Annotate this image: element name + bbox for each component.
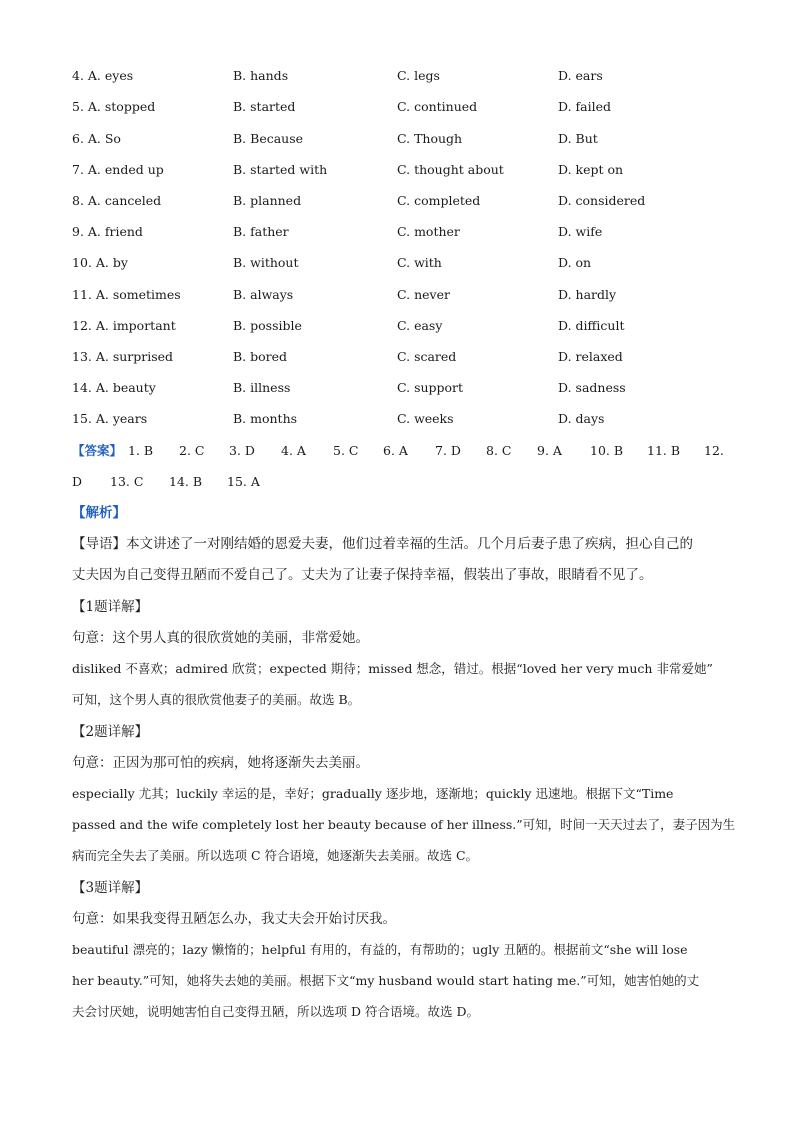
option-c: C. continued bbox=[397, 99, 478, 114]
option-a: 9. A. friend bbox=[72, 224, 143, 239]
answer-item: 11. B bbox=[647, 443, 681, 458]
option-b: B. without bbox=[233, 255, 299, 270]
option-b: B. illness bbox=[233, 380, 291, 395]
answer-item: 2. C bbox=[179, 443, 205, 458]
analysis-label: 【解析】 bbox=[72, 505, 126, 521]
sentence-meaning: 句意：正因为那可怕的疾病，她将逐渐失去美丽。 bbox=[72, 755, 369, 771]
answer-item: 13. C bbox=[110, 474, 144, 489]
option-c: C. scared bbox=[397, 349, 457, 364]
option-c: C. support bbox=[397, 380, 464, 395]
option-c: C. weeks bbox=[397, 411, 454, 426]
option-d: D. difficult bbox=[558, 318, 625, 333]
option-c: C. legs bbox=[397, 68, 440, 83]
option-d: D. kept on bbox=[558, 162, 624, 177]
explanation-line: especially 尤其；luckily 幸运的是，幸好；gradually 逐步地，逐渐地；quickly 迅速地。根据下文“Time bbox=[72, 786, 674, 801]
option-b: B. planned bbox=[233, 193, 302, 208]
answer-item: 1. B bbox=[128, 443, 154, 458]
option-d: D. sadness bbox=[558, 380, 626, 395]
answer-item: D bbox=[72, 474, 83, 489]
option-a: 15. A. years bbox=[72, 411, 148, 426]
option-b: B. father bbox=[233, 224, 289, 239]
section-heading: 【1题详解】 bbox=[72, 599, 149, 615]
option-d: D. days bbox=[558, 411, 605, 426]
option-row-q11 bbox=[0, 285, 794, 305]
intro-line: 【导语】本文讲述了一对刚结婚的恩爱夫妻，他们过着幸福的生活。几个月后妻子患了疾病，担心自己的 bbox=[72, 536, 693, 552]
sentence-meaning: 句意：如果我变得丑陋怎么办，我丈夫会开始讨厌我。 bbox=[72, 911, 396, 927]
option-row-q7 bbox=[0, 160, 794, 180]
option-d: D. ears bbox=[558, 68, 603, 83]
option-c: C. with bbox=[397, 255, 442, 270]
answer-item: 8. C bbox=[486, 443, 512, 458]
option-b: B. bored bbox=[233, 349, 288, 364]
option-row-q9 bbox=[0, 222, 794, 242]
option-c: C. Though bbox=[397, 131, 463, 146]
option-a: 12. A. important bbox=[72, 318, 176, 333]
answer-key-line-1 bbox=[72, 441, 724, 461]
option-row-q13 bbox=[0, 347, 794, 367]
option-row-q5 bbox=[0, 97, 794, 117]
option-row-q14 bbox=[0, 378, 794, 398]
option-a: 5. A. stopped bbox=[72, 99, 156, 114]
option-b: B. hands bbox=[233, 68, 289, 83]
answer-item: 3. D bbox=[229, 443, 255, 458]
answer-item: 5. C bbox=[333, 443, 359, 458]
option-row-q6 bbox=[0, 129, 794, 149]
option-a: 14. A. beauty bbox=[72, 380, 156, 395]
explanation-line: disliked 不喜欢；admired 欣赏；expected 期待；missed 想念，错过。根据“loved her very much 非常爱她” bbox=[72, 661, 713, 676]
answer-label: 【答案】 bbox=[72, 443, 123, 458]
option-a: 8. A. canceled bbox=[72, 193, 162, 208]
section-heading: 【2题详解】 bbox=[72, 724, 149, 740]
option-b: B. Because bbox=[233, 131, 304, 146]
option-b: B. months bbox=[233, 411, 298, 426]
option-row-q10 bbox=[0, 253, 794, 273]
option-d: D. considered bbox=[558, 193, 646, 208]
sentence-meaning: 句意：这个男人真的很欣赏她的美丽，非常爱她。 bbox=[72, 630, 369, 646]
option-d: D. hardly bbox=[558, 287, 617, 302]
option-d: D. But bbox=[558, 131, 598, 146]
answer-key-line-2 bbox=[72, 472, 724, 492]
explanation-line: 病而完全失去了美丽。所以选项 C 符合语境，她逐渐失去美丽。故选 C。 bbox=[72, 848, 479, 863]
option-b: B. always bbox=[233, 287, 294, 302]
option-row-q15 bbox=[0, 409, 794, 429]
option-a: 7. A. ended up bbox=[72, 162, 164, 177]
option-a: 11. A. sometimes bbox=[72, 287, 181, 302]
explanation-line: beautiful 漂亮的；lazy 懒惰的；helpful 有用的，有益的，有帮助的；ugly 丑陋的。根据前文“she will lose bbox=[72, 942, 688, 957]
answer-item: 15. A bbox=[227, 474, 260, 489]
option-b: B. started with bbox=[233, 162, 328, 177]
option-a: 6. A. So bbox=[72, 131, 121, 146]
option-d: D. failed bbox=[558, 99, 611, 114]
explanation-line: passed and the wife completely lost her beauty because of her illness.”可知，时间一天天过去了，妻子因为生 bbox=[72, 817, 736, 832]
option-row-q12 bbox=[0, 316, 794, 336]
option-d: D. wife bbox=[558, 224, 603, 239]
option-a: 4. A. eyes bbox=[72, 68, 134, 83]
answer-item: 14. B bbox=[169, 474, 203, 489]
option-c: C. mother bbox=[397, 224, 460, 239]
option-a: 13. A. surprised bbox=[72, 349, 174, 364]
option-d: D. on bbox=[558, 255, 592, 270]
answer-item: 7. D bbox=[435, 443, 461, 458]
option-c: C. completed bbox=[397, 193, 481, 208]
option-c: C. never bbox=[397, 287, 450, 302]
intro-line: 丈夫因为自己变得丑陋而不爱自己了。丈夫为了让妻子保持幸福，假装出了事故，眼睛看不见了。 bbox=[72, 567, 653, 583]
answer-item: 9. A bbox=[537, 443, 562, 458]
answer-item: 4. A bbox=[281, 443, 306, 458]
explanation-line: 夫会讨厌她，说明她害怕自己变得丑陋，所以选项 D 符合语境。故选 D。 bbox=[72, 1004, 479, 1019]
explanation-line: 可知，这个男人真的很欣赏他妻子的美丽。故选 B。 bbox=[72, 692, 361, 707]
section-heading: 【3题详解】 bbox=[72, 880, 149, 896]
option-b: B. possible bbox=[233, 318, 302, 333]
option-row-q8 bbox=[0, 191, 794, 211]
answer-item: 10. B bbox=[590, 443, 624, 458]
option-b: B. started bbox=[233, 99, 296, 114]
option-d: D. relaxed bbox=[558, 349, 623, 364]
answer-item: 12. bbox=[704, 443, 724, 458]
option-row-q4 bbox=[0, 66, 794, 86]
explanation-line: her beauty.”可知，她将失去她的美丽。根据下文“my husband would start hating me.”可知，她害怕她的丈 bbox=[72, 973, 700, 988]
option-c: C. easy bbox=[397, 318, 443, 333]
option-a: 10. A. by bbox=[72, 255, 128, 270]
option-c: C. thought about bbox=[397, 162, 504, 177]
answer-item: 6. A bbox=[383, 443, 408, 458]
